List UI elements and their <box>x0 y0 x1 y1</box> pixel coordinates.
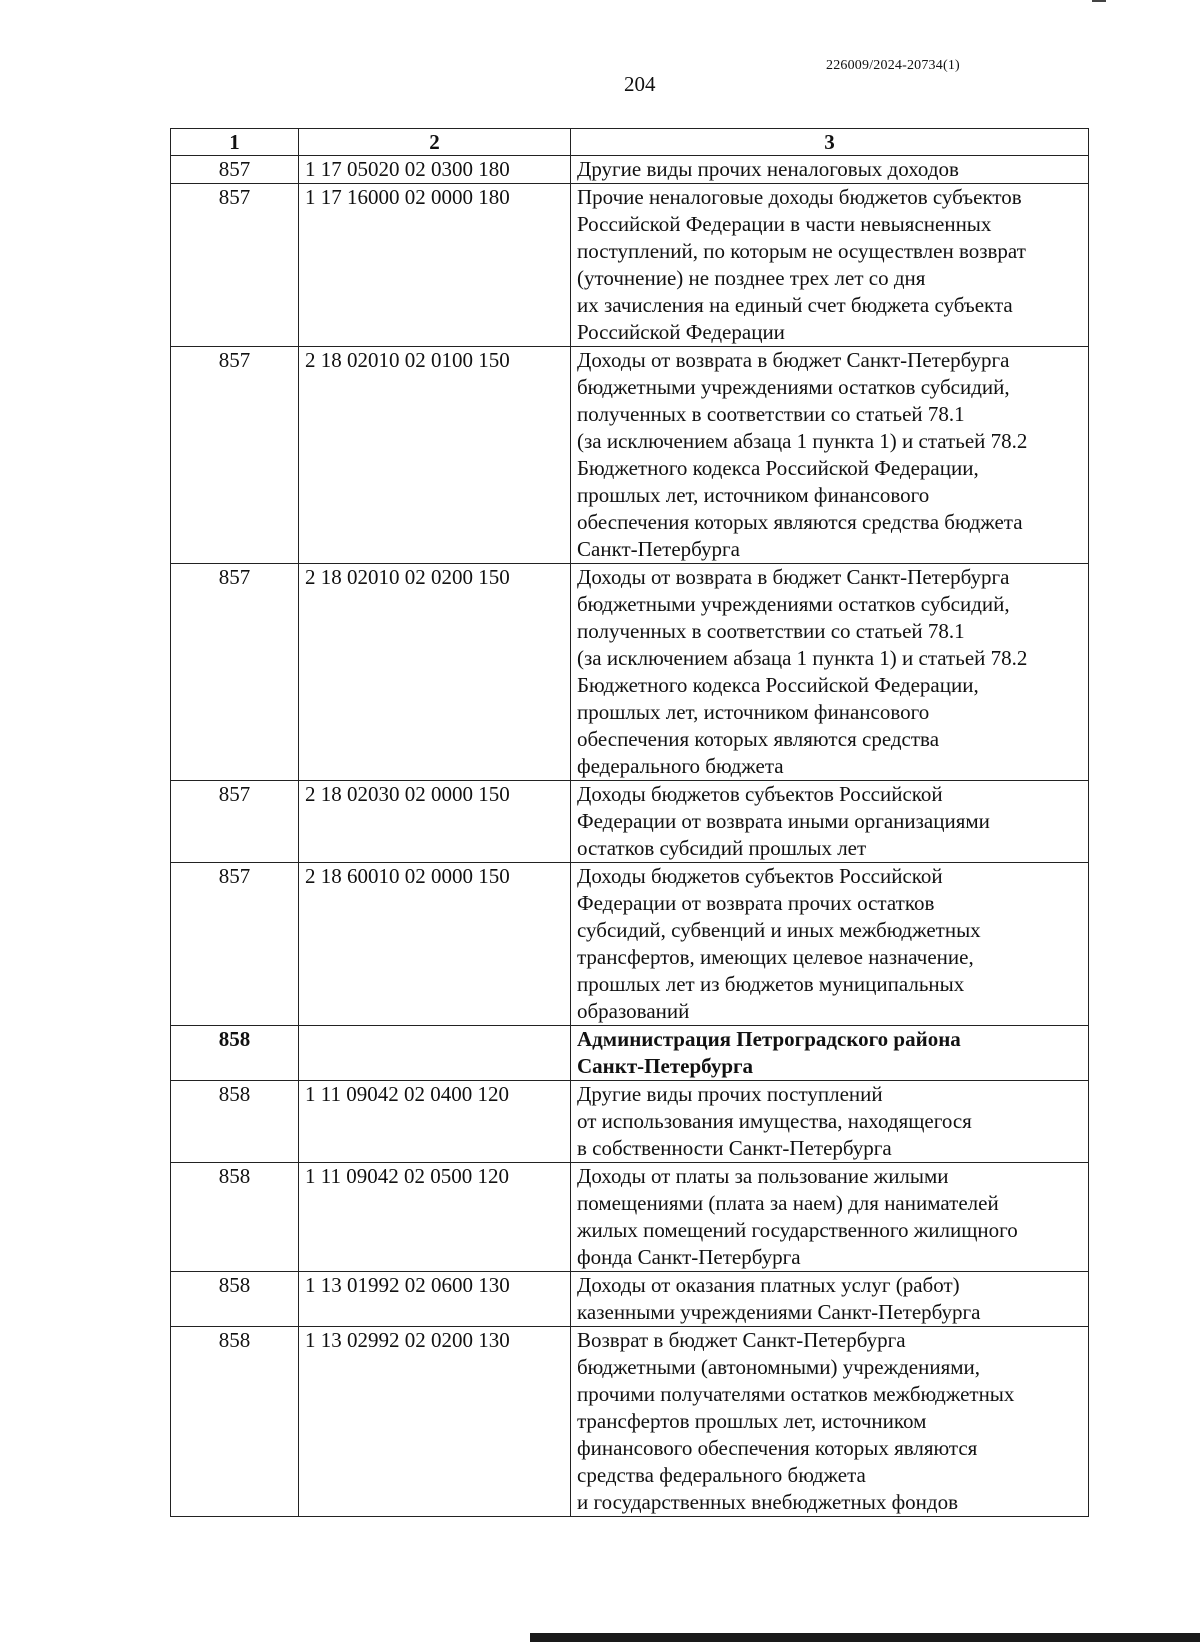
admin-code-cell: 857 <box>171 863 299 1026</box>
description-line: Администрация Петроградского района <box>577 1027 961 1051</box>
description-line: остатков субсидий прошлых лет <box>577 836 867 860</box>
description-line: средства федерального бюджета <box>577 1463 866 1487</box>
description-line: фонда Санкт-Петербурга <box>577 1245 801 1269</box>
table-row <box>171 347 1089 564</box>
description-line: Федерации от возврата иными организациями <box>577 809 990 833</box>
description-line: жилых помещений государственного жилищного <box>577 1218 1018 1242</box>
description-line: полученных в соответствии со статьей 78.1 <box>577 402 965 426</box>
description-line: Бюджетного кодекса Российской Федерации, <box>577 673 979 697</box>
description-line: помещениями (плата за наем) для нанимателей <box>577 1191 999 1215</box>
description-line: Бюджетного кодекса Российской Федерации, <box>577 456 979 480</box>
description-line: бюджетными учреждениями остатков субсидий, <box>577 592 1010 616</box>
budget-code-cell: 2 18 60010 02 0000 150 <box>299 863 571 1026</box>
description-line: Другие виды прочих неналоговых доходов <box>577 157 959 181</box>
description-line: Санкт-Петербурга <box>577 1054 754 1078</box>
description-line: их зачисления на единый счет бюджета субъекта <box>577 293 1013 317</box>
budget-code-cell: 1 17 16000 02 0000 180 <box>299 184 571 347</box>
description-line: федерального бюджета <box>577 754 784 778</box>
description-line: в собственности Санкт-Петербурга <box>577 1136 892 1160</box>
description-line: Российской Федерации <box>577 320 785 344</box>
column-header-2: 2 <box>299 129 571 156</box>
description-cell <box>571 1026 1089 1081</box>
description-line: Возврат в бюджет Санкт-Петербурга <box>577 1328 906 1352</box>
table-row <box>171 1026 1089 1081</box>
description-line: и государственных внебюджетных фондов <box>577 1490 959 1514</box>
table-row <box>171 1081 1089 1163</box>
description-cell <box>571 863 1089 1026</box>
document-id: 226009/2024-20734(1) <box>826 58 960 73</box>
description-line: субсидий, субвенций и иных межбюджетных <box>577 918 981 942</box>
description-line: (за исключением абзаца 1 пункта 1) и статьей 78.2 <box>577 429 1028 453</box>
description-line: Доходы бюджетов субъектов Российской <box>577 782 943 806</box>
scan-mark <box>1092 0 1106 2</box>
page-number: 204 <box>624 72 656 96</box>
scan-edge-bar <box>530 1633 1200 1642</box>
description-line: Доходы бюджетов субъектов Российской <box>577 864 943 888</box>
budget-code-cell: 2 18 02010 02 0100 150 <box>299 347 571 564</box>
description-line: прошлых лет из бюджетов муниципальных <box>577 972 965 996</box>
description-line: трансфертов, имеющих целевое назначение, <box>577 945 974 969</box>
description-cell <box>571 1163 1089 1272</box>
description-line: казенными учреждениями Санкт-Петербурга <box>577 1300 981 1324</box>
budget-code-cell: 1 17 05020 02 0300 180 <box>299 156 571 184</box>
table-row <box>171 184 1089 347</box>
revenue-codes-table <box>170 128 1089 1517</box>
description-cell <box>571 1081 1089 1163</box>
description-line: прочими получателями остатков межбюджетных <box>577 1382 1015 1406</box>
description-line: Российской Федерации в части невыясненных <box>577 212 992 236</box>
description-line: трансфертов прошлых лет, источником <box>577 1409 927 1433</box>
description-line: (за исключением абзаца 1 пункта 1) и статьей 78.2 <box>577 646 1028 670</box>
description-line: Доходы от возврата в бюджет Санкт-Петербурга <box>577 565 1010 589</box>
description-line: (уточнение) не позднее трех лет со дня <box>577 266 926 290</box>
description-line: бюджетными (автономными) учреждениями, <box>577 1355 981 1379</box>
admin-code-cell: 858 <box>171 1081 299 1163</box>
admin-code-cell: 858 <box>171 1026 299 1081</box>
description-cell <box>571 1327 1089 1517</box>
description-cell <box>571 156 1089 184</box>
description-line: Доходы от платы за пользование жилыми <box>577 1164 949 1188</box>
description-line: Прочие неналоговые доходы бюджетов субъектов <box>577 185 1022 209</box>
budget-code-cell: 1 13 02992 02 0200 130 <box>299 1327 571 1517</box>
description-line: Доходы от возврата в бюджет Санкт-Петербурга <box>577 348 1010 372</box>
budget-code-cell: 1 11 09042 02 0400 120 <box>299 1081 571 1163</box>
table-header-row <box>171 129 1089 156</box>
admin-code-cell: 857 <box>171 184 299 347</box>
budget-code-cell: 2 18 02010 02 0200 150 <box>299 564 571 781</box>
table-body <box>171 156 1089 1517</box>
table-row <box>171 156 1089 184</box>
description-line: бюджетными учреждениями остатков субсидий, <box>577 375 1010 399</box>
admin-code-cell: 858 <box>171 1272 299 1327</box>
column-header-1: 1 <box>171 129 299 156</box>
table-row <box>171 1272 1089 1327</box>
budget-code-cell: 2 18 02030 02 0000 150 <box>299 781 571 863</box>
column-header-3: 3 <box>571 129 1089 156</box>
budget-code-cell <box>299 1026 571 1081</box>
description-line: Другие виды прочих поступлений <box>577 1082 883 1106</box>
table-row <box>171 1163 1089 1272</box>
description-line: полученных в соответствии со статьей 78.1 <box>577 619 965 643</box>
description-line: прошлых лет, источником финансового <box>577 483 930 507</box>
description-cell <box>571 184 1089 347</box>
table-row <box>171 564 1089 781</box>
description-line: образований <box>577 999 690 1023</box>
description-cell <box>571 347 1089 564</box>
table-row <box>171 781 1089 863</box>
budget-code-cell: 1 11 09042 02 0500 120 <box>299 1163 571 1272</box>
admin-code-cell: 858 <box>171 1163 299 1272</box>
description-line: обеспечения которых являются средства бюджета <box>577 510 1023 534</box>
description-line: Федерации от возврата прочих остатков <box>577 891 935 915</box>
description-line: Санкт-Петербурга <box>577 537 740 561</box>
description-line: обеспечения которых являются средства <box>577 727 940 751</box>
description-line: финансового обеспечения которых являются <box>577 1436 978 1460</box>
admin-code-cell: 857 <box>171 156 299 184</box>
description-line: поступлений, по которым не осуществлен возврат <box>577 239 1026 263</box>
description-line: Доходы от оказания платных услуг (работ) <box>577 1273 960 1297</box>
description-line: от использования имущества, находящегося <box>577 1109 972 1133</box>
admin-code-cell: 857 <box>171 564 299 781</box>
admin-code-cell: 857 <box>171 781 299 863</box>
table-row <box>171 1327 1089 1517</box>
description-cell <box>571 781 1089 863</box>
description-line: прошлых лет, источником финансового <box>577 700 930 724</box>
description-cell <box>571 564 1089 781</box>
budget-code-cell: 1 13 01992 02 0600 130 <box>299 1272 571 1327</box>
admin-code-cell: 858 <box>171 1327 299 1517</box>
admin-code-cell: 857 <box>171 347 299 564</box>
description-cell <box>571 1272 1089 1327</box>
table-row <box>171 863 1089 1026</box>
